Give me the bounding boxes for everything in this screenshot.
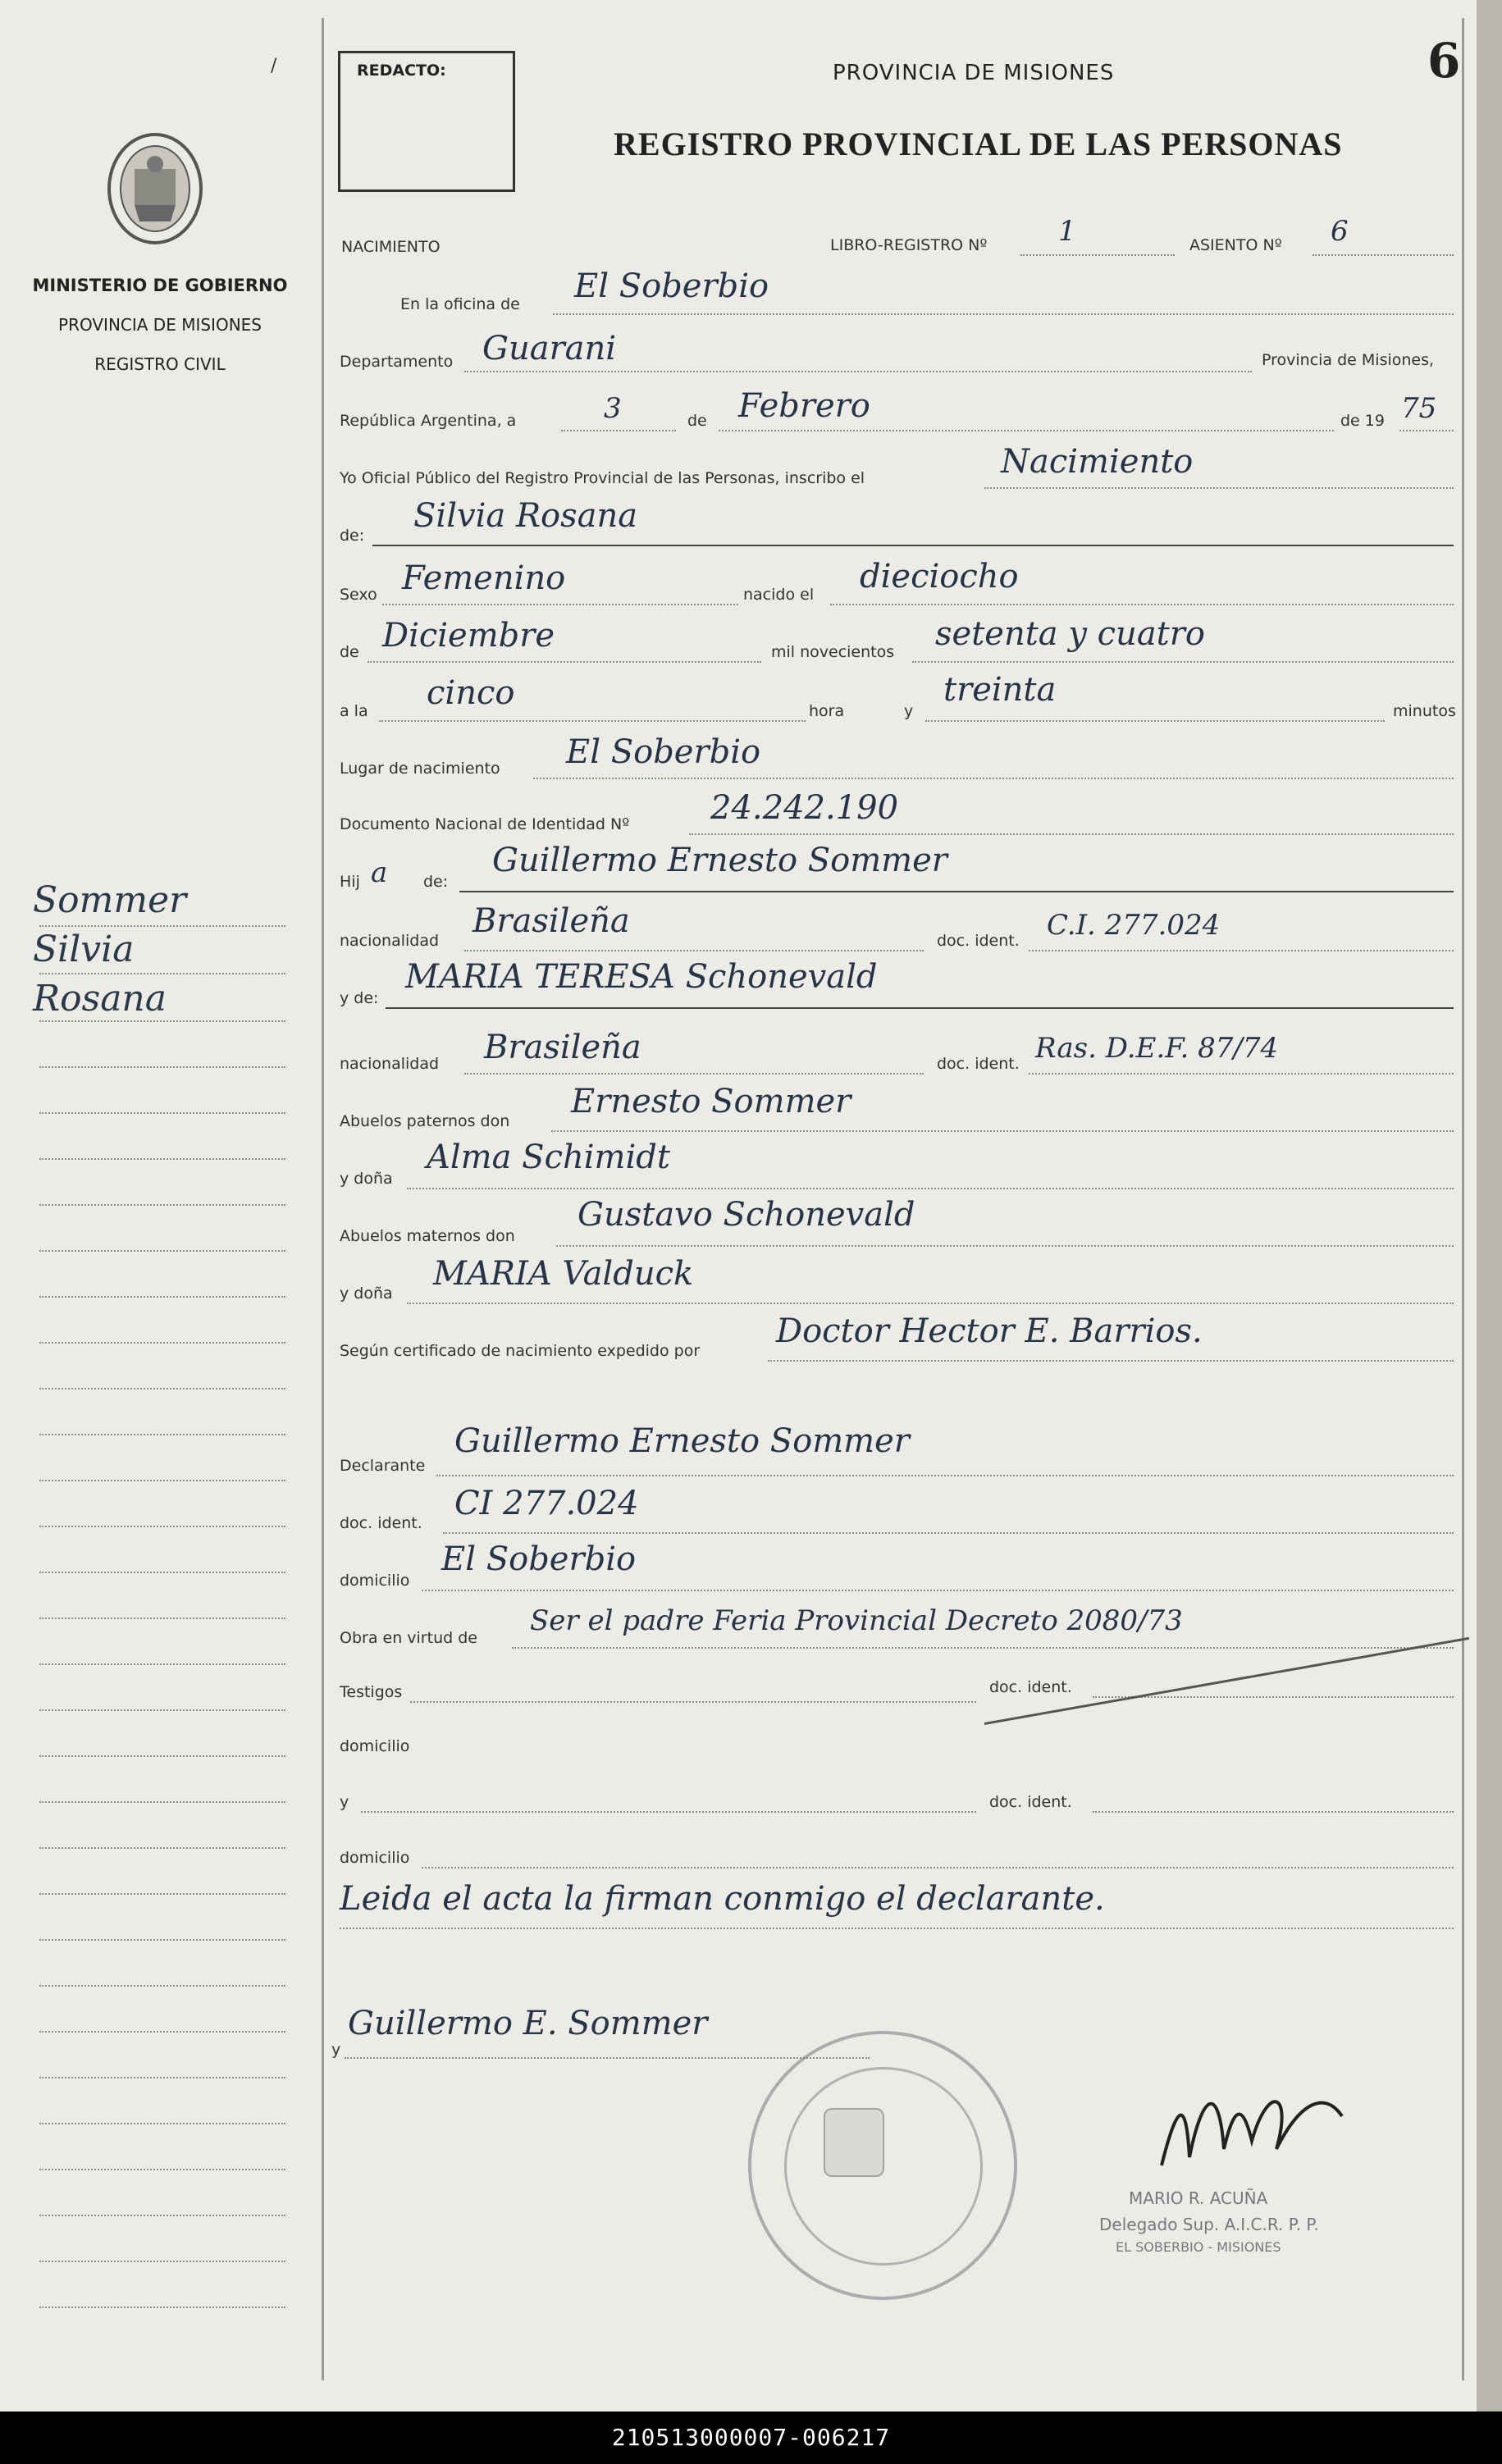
nacionalidad-madre-label: nacionalidad xyxy=(340,1055,440,1073)
inscribo-value: Nacimiento xyxy=(1001,443,1194,481)
nac-padre-line xyxy=(464,948,924,951)
margin-line xyxy=(39,1250,285,1252)
abuelo-pat-line xyxy=(551,1129,1454,1132)
margin-line xyxy=(39,1939,285,1941)
official-stamp xyxy=(748,2031,1017,2300)
nacionalidad-padre-label: nacionalidad xyxy=(340,932,440,950)
minutos-line xyxy=(925,719,1385,722)
mes-value: Febrero xyxy=(738,387,870,425)
nombre-label: de: xyxy=(340,527,365,545)
libro-value: 1 xyxy=(1058,215,1076,248)
dia-value: 3 xyxy=(604,392,622,425)
hora-value: cinco xyxy=(427,674,515,712)
margin-line xyxy=(39,1480,285,1481)
padre-line xyxy=(459,889,1454,892)
declarante-line xyxy=(436,1473,1454,1476)
padre-value: Guillermo Ernesto Sommer xyxy=(492,842,947,879)
hijo-label: Hij xyxy=(340,873,360,891)
dia-letras-value: dieciocho xyxy=(860,558,1019,595)
lugar-line xyxy=(533,776,1454,779)
margin-line xyxy=(39,1112,285,1114)
certificado-label: Según certificado de nacimiento expedido por xyxy=(340,1342,701,1360)
provincial-emblem-icon xyxy=(105,131,205,246)
margin-line xyxy=(39,1296,285,1298)
redacto-box xyxy=(338,51,515,192)
testigos-doc2-line xyxy=(1093,1809,1454,1813)
abuelos-paternos-label: Abuelos paternos don xyxy=(340,1112,510,1130)
testigos-domicilio2-label: domicilio xyxy=(340,1849,410,1867)
abuelo-mat-line xyxy=(556,1243,1454,1247)
nacido-line xyxy=(830,602,1454,605)
mes-line xyxy=(719,428,1334,431)
margin-tick: / xyxy=(271,56,277,76)
departamento-value: Guarani xyxy=(482,330,617,367)
mes-nac-line xyxy=(368,659,761,663)
dni-value: 24.242.190 xyxy=(710,789,899,827)
doc-madre-line xyxy=(1029,1071,1454,1075)
testigos-doc-label: doc. ident. xyxy=(989,1678,1072,1696)
abuelo-mat-value: Gustavo Schonevald xyxy=(578,1196,915,1234)
domicilio-value: El Soberbio xyxy=(441,1540,637,1578)
nacido-label: nacido el xyxy=(743,586,815,604)
republica-label: República Argentina, a xyxy=(340,412,517,430)
margin-line xyxy=(39,1066,285,1068)
doc-padre-value: C.I. 277.024 xyxy=(1047,909,1221,942)
declarante-doc-value: CI 277.024 xyxy=(454,1485,639,1522)
sexo-label: Sexo xyxy=(340,586,377,604)
de-mes-label: de xyxy=(340,643,359,661)
anio-nac-value: setenta y cuatro xyxy=(935,615,1205,653)
a-la-label: a la xyxy=(340,702,368,720)
margin-line xyxy=(39,2261,285,2262)
departamento-line xyxy=(464,369,1252,372)
testigos-line xyxy=(410,1700,976,1703)
margin-line xyxy=(39,1893,285,1895)
margin-line xyxy=(39,1342,285,1344)
hora-line xyxy=(379,719,806,722)
dni-line xyxy=(689,832,1454,835)
margin-line xyxy=(39,1526,285,1527)
abuela-mat-label: y doña xyxy=(340,1284,393,1303)
doc-madre-value: Ras. D.E.F. 87/74 xyxy=(1035,1032,1279,1065)
declarante-doc-label: doc. ident. xyxy=(340,1514,422,1532)
anio-nac-line xyxy=(912,659,1454,663)
madre-value: MARIA TERESA Schonevald xyxy=(405,958,878,996)
margin-line xyxy=(39,1388,285,1389)
declarante-label: Declarante xyxy=(340,1457,426,1475)
stamp-seal-icon xyxy=(824,2108,884,2177)
certificado-value: Doctor Hector E. Barrios. xyxy=(776,1312,1203,1350)
firma-line xyxy=(345,2056,870,2059)
nac-padre-value: Brasileña xyxy=(473,902,630,940)
column-divider xyxy=(322,18,324,2380)
testigos-label: Testigos xyxy=(340,1683,403,1701)
domicilio-label: domicilio xyxy=(340,1572,410,1590)
lugar-label: Lugar de nacimiento xyxy=(340,760,500,778)
oficina-label: En la oficina de xyxy=(400,295,520,313)
libro-line xyxy=(1020,253,1175,256)
sexo-value: Femenino xyxy=(402,559,566,597)
declarante-value: Guillermo Ernesto Sommer xyxy=(454,1422,910,1460)
page-number: 6 xyxy=(1427,33,1461,89)
province-label: PROVINCIA DE MISIONES xyxy=(58,315,262,335)
official-place: EL SOBERBIO - MISIONES xyxy=(1116,2239,1281,2255)
dia-line xyxy=(561,428,676,431)
margin-line xyxy=(39,925,285,927)
margin-line xyxy=(39,1204,285,1206)
margin-line xyxy=(39,1801,285,1803)
right-border-rule xyxy=(1462,18,1464,2380)
madre-line xyxy=(386,1006,1454,1009)
margin-line xyxy=(39,2215,285,2216)
leida-line xyxy=(340,1926,1454,1929)
leida-text: Leida el acta la firman conmigo el declarante. xyxy=(340,1880,1105,1918)
mil-novecientos-label: mil novecientos xyxy=(771,643,895,661)
testigos-domicilio-label: domicilio xyxy=(340,1737,410,1755)
margin-line xyxy=(39,1755,285,1757)
certificado-line xyxy=(768,1358,1454,1362)
anio-value: 75 xyxy=(1401,392,1437,425)
firma-y-label: y xyxy=(331,2041,341,2059)
dni-label: Documento Nacional de Identidad Nº xyxy=(340,815,630,833)
mes-nac-value: Diciembre xyxy=(382,617,555,655)
abuelos-maternos-label: Abuelos maternos don xyxy=(340,1227,515,1245)
obra-label: Obra en virtud de xyxy=(340,1629,477,1647)
registry-label: REGISTRO CIVIL xyxy=(94,354,226,374)
doc-madre-label: doc. ident. xyxy=(937,1055,1020,1073)
testigos-domicilio2-line xyxy=(422,1865,1454,1869)
margin-note-surname: Sommer xyxy=(33,879,187,921)
hora-label: hora xyxy=(809,702,845,720)
oficina-value: El Soberbio xyxy=(574,267,769,305)
obra-value: Ser el padre Feria Provincial Decreto 2080/73 xyxy=(530,1604,1183,1637)
margin-line xyxy=(39,1572,285,1573)
departamento-label: Departamento xyxy=(340,353,454,371)
footer-code: 210513000007-006217 xyxy=(0,2412,1502,2464)
header-province: PROVINCIA DE MISIONES xyxy=(833,61,1115,85)
provincia-misiones-label: Provincia de Misiones, xyxy=(1262,351,1435,369)
asiento-label: ASIENTO Nº xyxy=(1189,236,1282,254)
lugar-value: El Soberbio xyxy=(566,733,761,771)
margin-line xyxy=(39,1847,285,1849)
minutos-label: minutos xyxy=(1393,702,1456,720)
asiento-value: 6 xyxy=(1331,215,1349,248)
asiento-line xyxy=(1313,253,1454,256)
y-label: y xyxy=(904,702,914,720)
abuela-pat-line xyxy=(407,1186,1454,1189)
margin-line xyxy=(39,2307,285,2308)
abuela-pat-value: Alma Schimidt xyxy=(427,1138,670,1176)
nacimiento-label: NACIMIENTO xyxy=(341,238,441,256)
nac-madre-line xyxy=(464,1071,924,1075)
margin-line xyxy=(39,1663,285,1665)
margin-line xyxy=(39,1020,285,1022)
nombre-line xyxy=(372,543,1454,546)
margin-line xyxy=(39,1158,285,1160)
inscribo-line xyxy=(984,486,1454,489)
official-name: MARIO R. ACUÑA xyxy=(1129,2188,1268,2208)
margin-note-first-name: Silvia xyxy=(33,929,135,970)
margin-line xyxy=(39,2169,285,2170)
libro-label: LIBRO-REGISTRO Nº xyxy=(830,236,988,254)
official-title: Delegado Sup. A.I.C.R. P. P. xyxy=(1099,2215,1319,2234)
doc-padre-label: doc. ident. xyxy=(937,932,1020,950)
margin-line xyxy=(39,2031,285,2033)
declarante-doc-line xyxy=(443,1531,1454,1534)
anio-label: de 19 xyxy=(1340,412,1385,430)
ministry-label: MINISTERIO DE GOBIERNO xyxy=(32,276,288,295)
margin-line xyxy=(39,1709,285,1711)
firma-declarante: Guillermo E. Sommer xyxy=(348,2005,708,2042)
margin-line xyxy=(39,973,285,974)
abuela-mat-value: MARIA Valduck xyxy=(433,1255,694,1293)
margin-line xyxy=(39,1434,285,1435)
nombre-value: Silvia Rosana xyxy=(413,497,638,535)
de-label: de xyxy=(687,412,707,430)
margin-line xyxy=(39,1618,285,1619)
y-de-label: y de: xyxy=(340,989,379,1007)
hijo-de-label: de: xyxy=(423,873,449,891)
minutos-value: treinta xyxy=(943,671,1057,709)
margin-note-middle-name: Rosana xyxy=(33,978,167,1020)
testigos-y-label: y xyxy=(340,1793,349,1811)
testigos-doc2-label: doc. ident. xyxy=(989,1793,1072,1811)
header-registry-title: REGISTRO PROVINCIAL DE LAS PERSONAS xyxy=(614,125,1343,162)
anio-line xyxy=(1399,428,1454,431)
sexo-line xyxy=(382,602,738,605)
redacto-label: REDACTO: xyxy=(357,62,446,80)
inscribo-label: Yo Oficial Público del Registro Provincial de las Personas, inscribo el xyxy=(340,469,865,487)
obra-line xyxy=(512,1645,1454,1649)
doc-padre-line xyxy=(1029,948,1454,951)
nac-madre-value: Brasileña xyxy=(484,1029,641,1066)
margin-line xyxy=(39,2123,285,2124)
hijo-suffix: a xyxy=(371,856,388,889)
abuela-mat-line xyxy=(407,1301,1454,1304)
official-signature-icon xyxy=(1153,2067,1350,2190)
abuela-pat-label: y doña xyxy=(340,1170,393,1188)
abuelo-pat-value: Ernesto Sommer xyxy=(571,1083,851,1120)
oficina-line xyxy=(553,312,1454,315)
margin-line xyxy=(39,2077,285,2078)
domicilio-line xyxy=(422,1588,1454,1591)
book-edge xyxy=(1477,0,1502,2412)
testigos-y-line xyxy=(361,1809,976,1813)
margin-line xyxy=(39,1985,285,1987)
